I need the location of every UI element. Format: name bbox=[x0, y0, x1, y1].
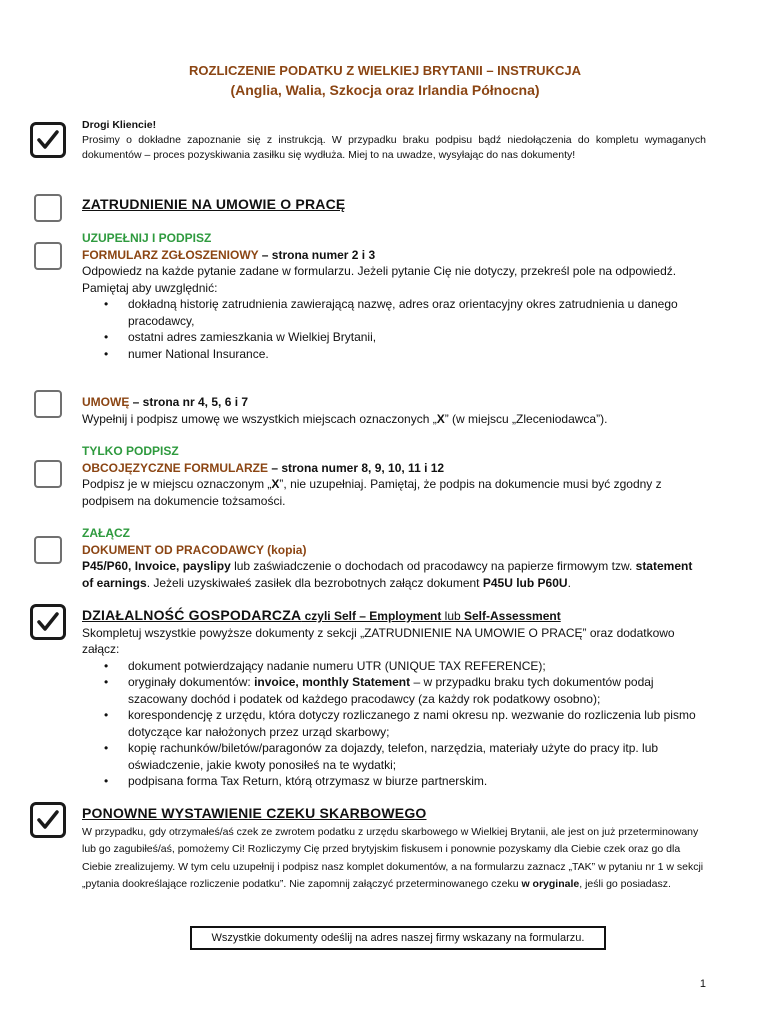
foreign-forms-checkbox[interactable] bbox=[34, 460, 62, 488]
foreign-pages: – strona numer 8, 9, 10, 11 i 12 bbox=[268, 460, 445, 475]
employment-checkbox[interactable] bbox=[34, 194, 62, 222]
employer-doc-text: P45/P60, Invoice, payslipy lub zaświadczenie o dochodach od pracodawcy na papierze firmowym tzw. statement of earnings. Jeżeli uzyskiwałeś zasiłek dla bezrobotnych załącz dokument P45U lub P60U. bbox=[82, 559, 693, 590]
employer-doc-checkbox[interactable] bbox=[34, 536, 62, 564]
reissue-heading: PONOWNE WYSTAWIENIE CZEKU SKARBOWEGO bbox=[82, 805, 427, 821]
list-item: • oryginały dokumentów: invoice, monthly Statement – w przypadku braku tych dokumentów podaj szacowany dochód i podatek od każdego pracodawcy (za każdy rok podatkowy osobno); bbox=[128, 674, 706, 707]
form-remember: Pamiętaj aby uwzględnić: bbox=[82, 280, 218, 295]
checkmark-icon bbox=[35, 609, 61, 635]
intro-section bbox=[82, 118, 706, 163]
list-item: • numer National Insurance. bbox=[128, 346, 706, 363]
intro-text: Prosimy o dokładne zapoznanie się z instrukcją. W przypadku braku podpisu bądź niedołączenia do kompletu wymaganych dokumentów – proces pozyskiwania zasiłku się wydłuża. Miej to na uwadze, wysyłając do nas dokumenty! bbox=[82, 134, 706, 161]
instruction-box: Wszystkie dokumenty odeślij na adres naszej firmy wskazany na formularzu. bbox=[190, 926, 606, 950]
checkmark-icon bbox=[35, 127, 61, 153]
form-section bbox=[82, 230, 706, 362]
list-item: • podpisana forma Tax Return, którą otrzymasz w biurze partnerskim. bbox=[128, 773, 706, 790]
form-text: Odpowiedz na każde pytanie zadane w formularzu. Jeżeli pytanie Cię nie dotyczy, przekreśl pole na odpowiedź. bbox=[82, 264, 677, 278]
business-checkbox[interactable] bbox=[30, 604, 66, 640]
contract-section bbox=[82, 394, 706, 427]
form-pages: – strona numer 2 i 3 bbox=[258, 247, 376, 262]
document-subtitle: (Anglia, Walia, Szkocja oraz Irlandia Północna) bbox=[230, 82, 540, 98]
employer-action-label: ZAŁĄCZ bbox=[82, 526, 130, 540]
intro-greeting: Drogi Kliencie! bbox=[82, 119, 157, 131]
contract-text: Wypełnij i podpisz umowę we wszystkich miejscach oznaczonych „X” (w miejscu „Zleceniodawca”). bbox=[82, 411, 608, 426]
employer-doc-section bbox=[82, 525, 706, 591]
business-bullet-list bbox=[82, 658, 706, 790]
document-title: ROZLICZENIE PODATKU Z WIELKIEJ BRYTANII – INSTRUKCJA bbox=[189, 63, 581, 78]
foreign-text: Podpisz je w miejscu oznaczonym „X”, nie uzupełniaj. Pamiętaj, że podpis na dokumencie musi być zgodny z podpisem na dokumencie tożsamości. bbox=[82, 477, 662, 508]
foreign-forms-section bbox=[82, 443, 706, 509]
list-item: • dokładną historię zatrudnienia zawierającą nazwę, adres oraz orientacyjny okres zatrudnienia u danego pracodawcy, bbox=[128, 296, 706, 329]
intro-checkbox[interactable] bbox=[30, 122, 66, 158]
page-number: 1 bbox=[699, 978, 706, 990]
form-doc-name: FORMULARZ ZGŁOSZENIOWY bbox=[82, 247, 259, 262]
employment-heading: ZATRUDNIENIE NA UMOWIE O PRACĘ bbox=[82, 196, 346, 212]
list-item: • korespondencję z urzędu, która dotyczy rozliczanego z nami okresu np. wezwanie do rozliczenia lub pismo dotyczące kar nałożonych przez urząd skarbowy; bbox=[128, 707, 706, 740]
reissue-checkbox[interactable] bbox=[30, 802, 66, 838]
form-checkbox[interactable] bbox=[34, 242, 62, 270]
reissue-section bbox=[82, 805, 706, 894]
contract-doc-name: UMOWĘ bbox=[82, 395, 130, 409]
list-item: • kopię rachunków/biletów/paragonów za dojazdy, telefon, narzędzia, materiały użyte do pracy itp. lub oświadczenie, jakie kwoty ponosiłeś na te wydatki; bbox=[128, 740, 706, 773]
contract-pages: – strona nr 4, 5, 6 i 7 bbox=[129, 395, 249, 409]
reissue-text: W przypadku, gdy otrzymałeś/aś czek ze zwrotem podatku z urzędu skarbowego w Wielkiej Brytanii, ale jest on już przeterminowany lub go zagubiłeś/aś, pomożemy Ci! Rozliczymy Cię przed brytyjskim fiskusem i ponownie pozyskamy dla Ciebie czek oraz go dla Ciebie zrealizujemy. W tym celu uzupełnij i podpisz nasz komplet dokumentów, a na formularzu zaznacz „TAK” w pytaniu nr 1 w sekcji „pytania dookreślające rozliczenie podatku”. Nie zapomnij załączyć przeterminowanego czeku w oryginale, jeśli go posiadasz. bbox=[82, 825, 704, 890]
form-action-label: UZUPEŁNIJ I PODPISZ bbox=[82, 231, 212, 245]
foreign-action-label: TYLKO PODPISZ bbox=[82, 444, 179, 458]
foreign-doc-name: OBCOJĘZYCZNE FORMULARZE bbox=[82, 460, 268, 475]
business-heading: DZIAŁALNOŚĆ GOSPODARCZA czyli Self – Employment lub Self-Assessment bbox=[82, 607, 561, 623]
business-section bbox=[82, 607, 706, 790]
list-item: • dokument potwierdzający nadanie numeru UTR (UNIQUE TAX REFERENCE); bbox=[128, 658, 706, 675]
contract-checkbox[interactable] bbox=[34, 390, 62, 418]
business-text: Skompletuj wszystkie powyższe dokumenty z sekcji „ZATRUDNIENIE NA UMOWIE O PRACĘ” oraz dodatkowo załącz: bbox=[82, 625, 675, 656]
form-bullet-list bbox=[82, 296, 706, 362]
list-item: • ostatni adres zamieszkania w Wielkiej Brytanii, bbox=[128, 329, 706, 346]
employer-doc-name: DOKUMENT OD PRACODAWCY (kopia) bbox=[82, 542, 307, 557]
checkmark-icon bbox=[35, 807, 61, 833]
